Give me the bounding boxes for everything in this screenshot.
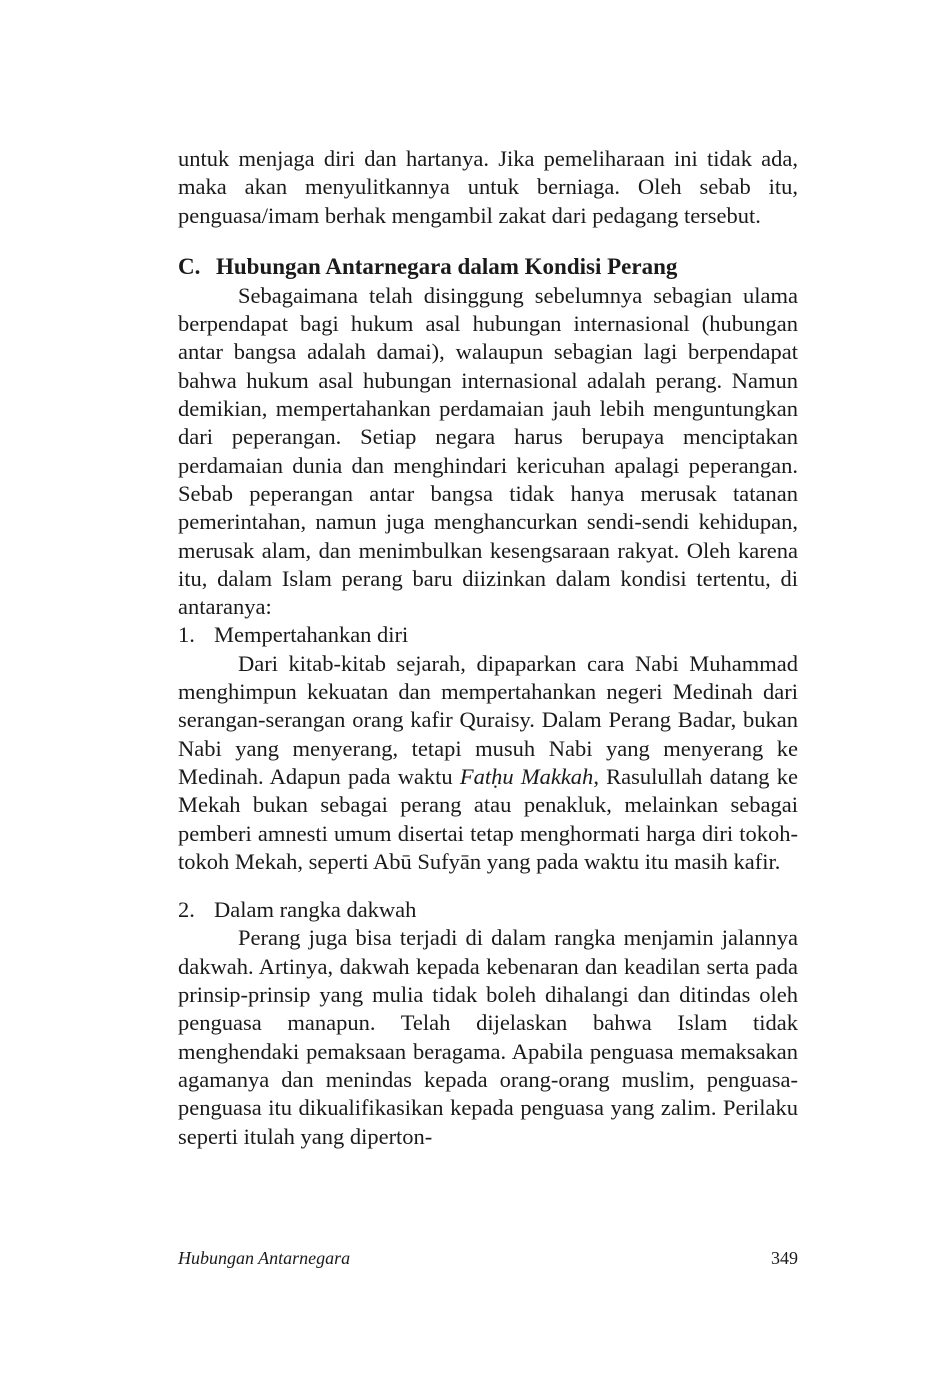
section-title: Hubungan Antarnegara dalam Kondisi Perang — [216, 253, 678, 279]
paragraph-text: Dari kitab-kitab sejarah, dipaparkan cara Nabi Muhammad menghimpun kekuatan dan mempertahankan negeri Medinah dari serangan-serangan orang kafir Quraisy. Dalam Perang Badar, bukan Nabi yang menyerang, tetapi musuh Nabi yang menyerang ke Medinah. Adapun pada waktu — [178, 650, 798, 789]
list-item-number: 2. — [178, 897, 195, 923]
italic-term: Fatḥu Makkah — [459, 763, 594, 789]
list-item-heading — [178, 621, 798, 649]
paragraph-text: , Rasulullah datang ke Mekah bukan sebagai perang atau penakluk, melainkan sebagai pemberi amnesti umum disertai tetap menghormati harga diri tokoh-tokoh Mekah, seperti Abū Sufyān yang pada waktu itu masih kafir. — [178, 763, 799, 874]
continuation-paragraph: untuk menjaga diri dan hartanya. Jika pemeliharaan ini tidak ada, maka akan menyulitkannya untuk berniaga. Oleh sebab itu, penguasa/imam berhak mengambil zakat dari pedagang tersebut. — [178, 146, 798, 228]
section-number: C. — [178, 253, 201, 279]
list-item-paragraph — [178, 650, 798, 876]
list-item-title: Mempertahankan diri — [214, 622, 409, 648]
section-intro-paragraph: Sebagaimana telah disinggung sebelumnya sebagian ulama berpendapat bagi hukum asal hubungan internasional (hubungan antar bangsa adalah damai), walaupun sebagian lagi berpendapat bahwa hukum asal hubungan internasional adalah perang. Namun demikian, mempertahankan perdamaian jauh lebih menguntungkan dari peperangan. Setiap negara harus berupaya menciptakan perdamaian dunia dan menghindari kericuhan apalagi peperangan. Sebab peperangan antar bangsa tidak hanya merusak tatanan pemerintahan, namun juga menghancurkan sendi-sendi kehidupan, merusak alam, dan menimbulkan kesengsaraan rakyat. Oleh karena itu, dalam Islam perang baru diizinkan dalam kondisi tertentu, di antaranya: — [178, 282, 798, 620]
page-body — [178, 145, 798, 1151]
section-heading — [178, 252, 798, 282]
page-footer — [178, 1246, 798, 1270]
running-title: Hubungan Antarnegara — [178, 1248, 351, 1268]
list-item-heading — [178, 896, 798, 924]
list-item-title: Dalam rangka dakwah — [214, 897, 417, 923]
list-item-number: 1. — [178, 622, 195, 648]
spacer — [178, 876, 798, 896]
list-item-paragraph: Perang juga bisa terjadi di dalam rangka menjamin jalannya dakwah. Artinya, dakwah kepada kebenaran dan keadilan serta pada prinsip-prinsip yang mulia tidak boleh dihalangi dan ditindas oleh penguasa manapun. Telah dijelaskan bahwa Islam tidak menghendaki pemaksaan beragama. Apabila penguasa memaksakan agamanya dan menindas kepada orang-orang muslim, penguasa-penguasa itu dikualifikasikan kepada penguasa yang zalim. Perilaku seperti itulah yang diperton- — [178, 925, 798, 1149]
page-number: 349 — [771, 1248, 798, 1268]
